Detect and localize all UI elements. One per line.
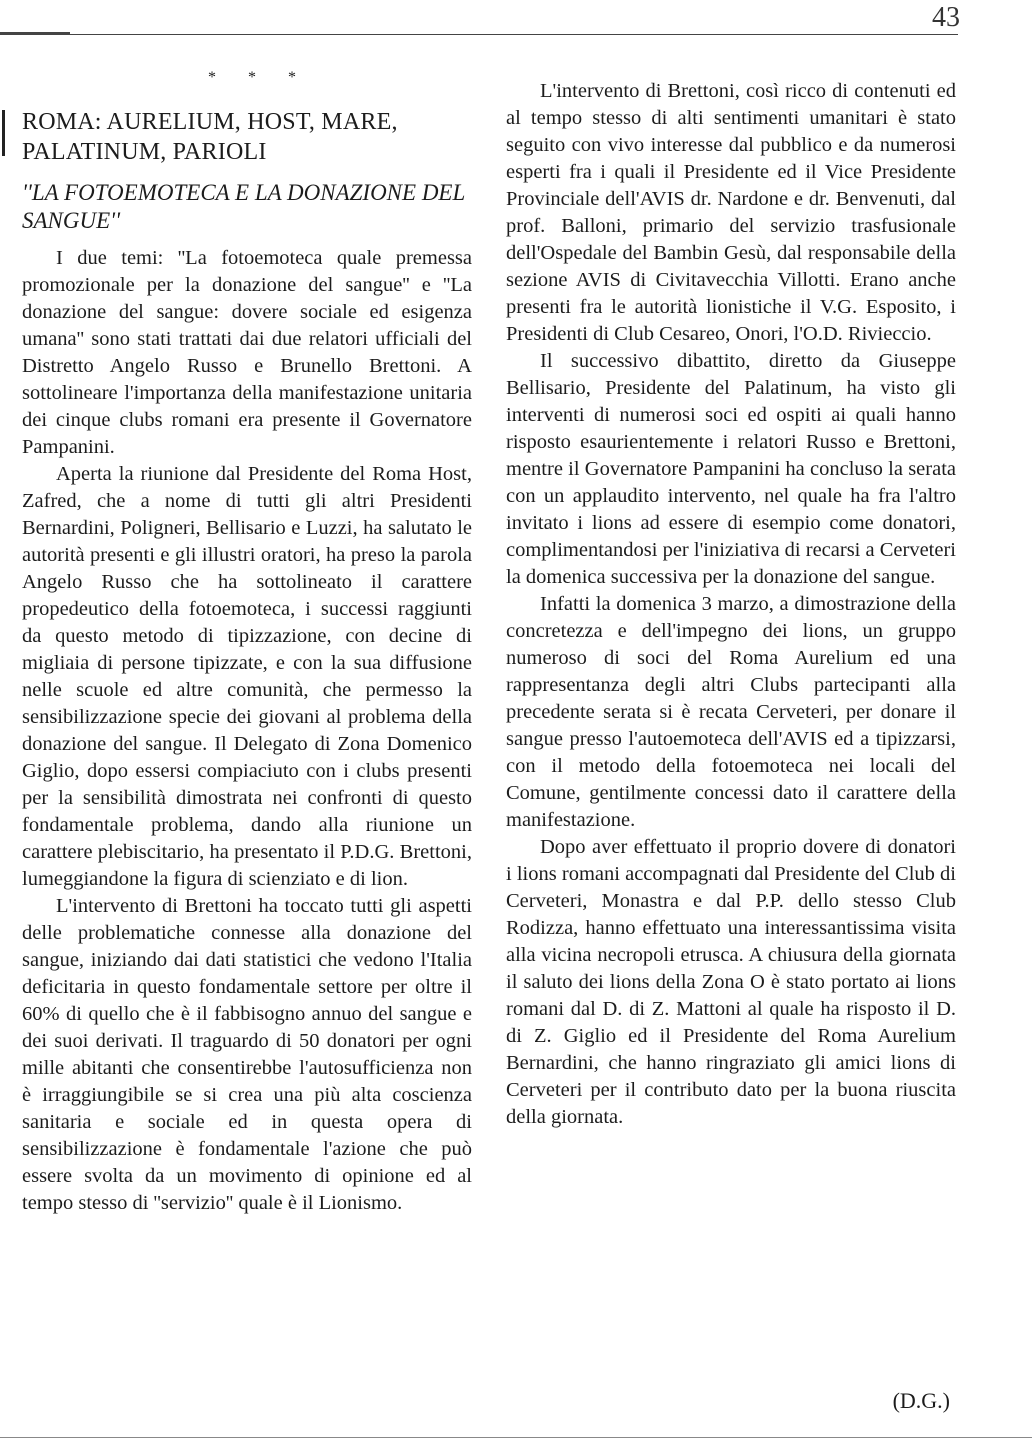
paragraph: Infatti la domenica 3 marzo, a dimostrazione della concretezza e dell'impegno dei lions, un gruppo numeroso di soci del Roma Aurelium ed una rappresentanza degli altri Clubs partecipanti alla precedente serata si è recata Cerveteri, per donare il sangue presso l'autoemoteca dell'AVIS ed a tipizzarsi, con il metodo della fotoemoteca nei locali del Comune, gentilmente concessi dato il carattere della manifestazione. [506,593,956,831]
footer-rule [0,1437,1032,1438]
paragraph: Dopo aver effettuato il proprio dovere di donatori i lions romani accompagnati dal Presidente del Club di Cerveteri, Monastra e dal P.P. dello stesso Club Rodizza, hanno effettuato una interessantissima visita alla vicina necropoli etrusca. A chiusura della giornata il saluto dei lions della Zona O è stato portato ai lions romani dal D. di Z. Mattoni al quale ha risposto il D. di Z. Giglio ed il Presidente del Roma Aurelium Bernardini, che hanno ringraziato gli amici lions di Cerveteri per il contributo dato per la buona riuscita della giornata. [506,836,956,1128]
page-number: 43 [932,2,960,33]
paragraph: I due temi: ''La fotoemoteca quale premessa promozionale per la donazione del sangue'' e ''La donazione del sangue: dovere sociale ed esigenza umana'' sono stati trattati dai due relatori ufficiali del Distretto Angelo Russo e Brunello Brettoni. A sottolineare l'importanza della manifestazione unitaria dei cinque clubs romani era presente il Governatore Pampanini. [22,247,472,458]
paragraph: L'intervento di Brettoni, così ricco di contenuti ed al tempo stesso di alti sentimenti umanitari è stato seguito con vivo interesse dal pubblico e da numerosi esperti fra i quali il Presidente ed il Vice Presidente Provinciale dell'AVIS dr. Nardone e dr. Benvenuti, dal prof. Balloni, primario del servizio trasfusionale dell'Ospedale del Bambin Gesù, dal responsabile della sezione AVIS di Civitavecchia Villotti. Erano anche presenti fra le autorità lionistiche il V.G. Esposito, i Presidenti di Club Cesareo, Onori, l'O.D. Rivieccio. [506,80,956,345]
left-column [22,64,472,1217]
author-signature: (D.G.) [892,1388,950,1413]
section-separator: * * * [208,69,310,86]
paragraph: L'intervento di Brettoni ha toccato tutti gli aspetti delle problematiche connesse alla donazione del sangue, iniziando dai dati statistici che vedono l'Italia deficitaria in questo fondamentale settore per oltre il 60% di quello che è il fabbisogno annuo del sangue e dei suoi derivati. Il traguardo di 50 donatori per ogni mille abitanti che consentirebbe l'autosufficienza non è irraggiungibile se si crea una più alta coscienza sanitaria e sociale ed in questa opera di sensibilizzazione è fondamentale l'azione che può essere svolta da un movimento di opinione ed al tempo stesso di ''servizio'' quale è il Lionismo. [22,895,472,1214]
paragraph: Il successivo dibattito, diretto da Giuseppe Bellisario, Presidente del Palatinum, ha visto gli interventi di numerosi soci ed ospiti ai quali hanno risposto esaurientemente i relatori Russo e Brettoni, mentre il Governatore Pampanini ha concluso la serata con un applaudito intervento, nel quale ha fra l'altro invitato i lions ad essere di esempio come donatori, complimentandosi per l'iniziativa di recarsi a Cerveteri la domenica successiva per la donazione del sangue. [506,350,956,588]
right-column [506,78,956,1131]
article-headline: ROMA: AURELIUM, HOST, MARE, PALATINUM, PARIOLI [22,109,398,165]
header-rule [0,34,958,35]
margin-marker [2,110,5,156]
paragraph: Aperta la riunione dal Presidente del Roma Host, Zafred, che a nome di tutti gli altri Presidenti Bernardini, Poligneri, Bellisario e Luzzi, ha salutato le autorità presenti e gli illustri oratori, ha preso la parola Angelo Russo che ha sottolineato il carattere propedeutico della fotoemoteca, i successi raggiunti da questo metodo di tipizzazione, con decine di migliaia di persone tipizzate, e con la sua diffusione nelle scuole ed altre comunità, che permesso la sensibilizzazione specie dei giovani al problema della donazione del sangue. Il Delegato di Zona Domenico Giglio, dopo essersi compiaciuto con i clubs presenti per la sensibilità dimostrata nei confronti di questo fondamentale problema, dando alla riunione un carattere plebiscitario, ha presentato il P.D.G. Brettoni, lumeggiandone la figura di scienziato e di lion. [22,463,472,890]
article-subheadline: ''LA FOTOEMOTECA E LA DONAZIONE DEL SANGUE'' [22,180,465,233]
